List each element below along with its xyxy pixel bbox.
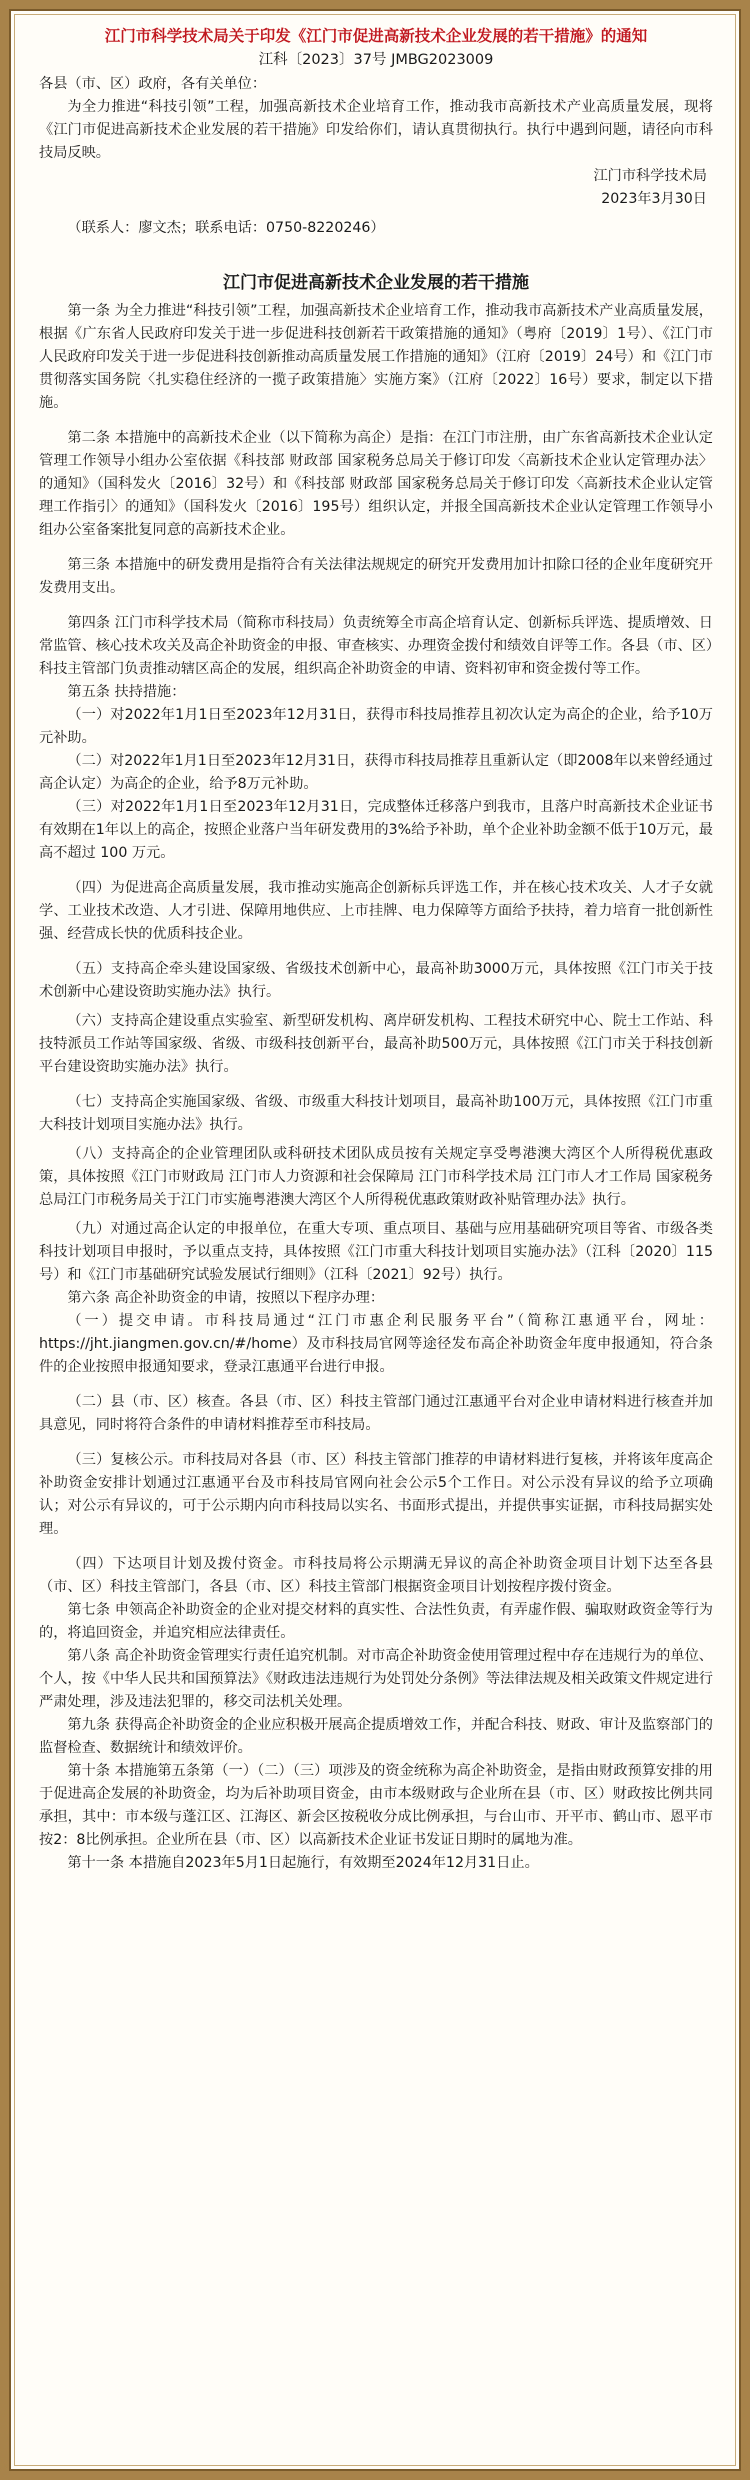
notice-body: 为全力推进“科技引领”工程，加强高新技术企业培育工作，推动我市高新技术产业高质量发展，现将《江门市促进高新技术企业发展的若干措施》印发给你们，请认真贯彻执行。执行中遇到问题，请径向市科技局反映。 xyxy=(39,99,713,161)
article-5-item-5: （五）支持高企牵头建设国家级、省级技术创新中心，最高补助3000万元，具体按照《江门市关于技术创新中心建设资助实施办法》执行。 xyxy=(39,961,713,1000)
article-6-item-4: （四）下达项目计划及拨付资金。市科技局将公示期满无异议的高企补助资金项目计划下达至各县（市、区）科技主管部门，各县（市、区）科技主管部门根据资金项目计划按程序拨付资金。 xyxy=(39,1556,713,1595)
article-11: 第十一条 本措施自2023年5月1日起施行，有效期至2024年12月31日止。 xyxy=(67,1855,539,1871)
article-5-item-4: （四）为促进高企高质量发展，我市推动实施高企创新标兵评选工作，并在核心技术攻关、人才子女就学、工业技术改造、人才引进、保障用地供应、上市挂牌、电力保障等方面给予扶持，着力培育一批创新性强、经营成长快的优质科技企业。 xyxy=(39,880,713,942)
article-5: 第五条 扶持措施： xyxy=(67,684,186,700)
article-5-item-2: （二）对2022年1月1日至2023年12月31日，获得市科技局推荐且重新认定（即2008年以来曾经通过高企认定）为高企的企业，给予8万元补助。 xyxy=(39,753,713,792)
article-5-item-3: （三）对2022年1月1日至2023年12月31日，完成整体迁移落户到我市，且落户时高新技术企业证书有效期在1年以上的高企，按照企业落户当年研发费用的3%给予补助，单个企业补助金额不低于10万元，最高不超过 100 万元。 xyxy=(39,799,713,861)
article-5-item-8: （八）支持高企的企业管理团队或科研技术团队成员按有关规定享受粤港澳大湾区个人所得税优惠政策，具体按照《江门市财政局 江门市人力资源和社会保障局 江门市科学技术局 江门市人才工作局 国家税务总局江门市税务局关于江门市实施粤港澳大湾区个人所得税优惠政策财政补贴管理办法》执行。 xyxy=(39,1146,713,1208)
article-9: 第九条 获得高企补助资金的企业应积极开展高企提质增效工作，并配合科技、财政、审计及监察部门的监督检查、数据统计和绩效评价。 xyxy=(39,1717,713,1756)
article-2: 第二条 本措施中的高新技术企业（以下简称为高企）是指：在江门市注册，由广东省高新技术企业认定管理工作领导小组办公室依据《科技部 财政部 国家税务总局关于修订印发〈高新技术企业认定管理办法〉的通知》（国科发火〔2016〕32号）和《科技部 财政部 国家税务总局关于修订印发〈高新技术企业认定管理工作指引〉的通知》（国科发火〔2016〕195号）组织认定，并报全国高新技术企业认定管理工作领导小组办公室备案批复同意的高新技术企业。 xyxy=(39,430,713,538)
document-body xyxy=(39,25,713,1875)
article-3: 第三条 本措施中的研发费用是指符合有关法律法规规定的研究开发费用加计扣除口径的企业年度研究开发费用支出。 xyxy=(39,557,713,596)
article-10: 第十条 本措施第五条第（一）（二）（三）项涉及的资金统称为高企补助资金，是指由财政预算安排的用于促进高企发展的补助资金，均为后补助项目资金，由市本级财政与企业所在县（市、区）财政按比例共同承担，其中：市本级与蓬江区、江海区、新会区按税收分成比例承担，与台山市、开平市、鹤山市、恩平市按2：8比例承担。企业所在县（市、区）以高新技术企业证书发证日期时的属地为准。 xyxy=(39,1763,713,1848)
salutation: 各县（市、区）政府，各有关单位： xyxy=(39,76,267,92)
article-8: 第八条 高企补助资金管理实行责任追究机制。对市高企补助资金使用管理过程中存在违规行为的单位、个人，按《中华人民共和国预算法》《财政违法违规行为处罚处分条例》等法律法规及相关政策文件规定进行严肃处理，涉及违法犯罪的，移交司法机关处理。 xyxy=(39,1648,713,1710)
measures-title: 江门市促进高新技术企业发展的若干措施 xyxy=(223,273,529,293)
article-5-item-1: （一）对2022年1月1日至2023年12月31日，获得市科技局推荐且初次认定为高企的企业，给予10万元补助。 xyxy=(39,707,713,746)
article-5-item-9: （九）对通过高企认定的申报单位，在重大专项、重点项目、基础与应用基础研究项目等省、市级各类科技计划项目申报时，予以重点支持，具体按照《江门市重大科技计划项目实施办法》（江科〔2020〕115号）和《江门市基础研究试验发展试行细则》（江科〔2021〕92号）执行。 xyxy=(39,1221,713,1283)
article-4: 第四条 江门市科学技术局（简称市科技局）负责统筹全市高企培育认定、创新标兵评选、提质增效、日常监管、核心技术攻关及高企补助资金的申报、审查核实、办理资金拨付和绩效自评等工作。各县（市、区）科技主管部门负责推动辖区高企的发展，组织高企补助资金的申请、资料初审和资金拨付等工作。 xyxy=(39,615,713,677)
article-6: 第六条 高企补助资金的申请，按照以下程序办理： xyxy=(67,1290,385,1306)
article-6-item-2: （二）县（市、区）核查。各县（市、区）科技主管部门通过江惠通平台对企业申请材料进行核查并加具意见，同时将符合条件的申请材料推荐至市科技局。 xyxy=(39,1394,713,1433)
issue-date: 2023年3月30日 xyxy=(601,191,707,207)
document-number: 江科〔2023〕37号 JMBG2023009 xyxy=(258,52,494,68)
document-frame xyxy=(9,9,741,2471)
article-7: 第七条 申领高企补助资金的企业对提交材料的真实性、合法性负责，有弄虚作假、骗取财政资金等行为的，将追回资金，并追究相应法律责任。 xyxy=(39,1602,713,1641)
article-6-item-1: （一）提交申请。市科技局通过“江门市惠企利民服务平台”（简称江惠通平台，网址：https://jht.jiangmen.gov.cn/#/home）及市科技局官网等途径发布高企补助资金年度申报通知，符合条件的企业按照申报通知要求，登录江惠通平台进行申报。 xyxy=(39,1313,713,1375)
article-5-item-6: （六）支持高企建设重点实验室、新型研发机构、离岸研发机构、工程技术研究中心、院士工作站、科技特派员工作站等国家级、省级、市级科技创新平台，最高补助500万元，具体按照《江门市关于科技创新平台建设资助实施办法》执行。 xyxy=(39,1013,713,1075)
article-1: 第一条 为全力推进“科技引领”工程，加强高新技术企业培育工作，推动我市高新技术产业高质量发展，根据《广东省人民政府印发关于进一步促进科技创新若干政策措施的通知》（粤府〔2019〕1号）、《江门市人民政府印发关于进一步促进科技创新推动高质量发展工作措施的通知》（江府〔2019〕24号）和《江门市贯彻落实国务院〈扎实稳住经济的一揽子政策措施〉实施方案》（江府〔2022〕16号）要求，制定以下措施。 xyxy=(39,303,713,411)
issuer: 江门市科学技术局 xyxy=(593,168,707,184)
article-5-item-7: （七）支持高企实施国家级、省级、市级重大科技计划项目，最高补助100万元，具体按照《江门市重大科技计划项目实施办法》执行。 xyxy=(39,1094,713,1133)
notice-title: 江门市科学技术局关于印发《江门市促进高新技术企业发展的若干措施》的通知 xyxy=(104,27,648,45)
contact-info: （联系人：廖文杰；联系电话：0750-8220246） xyxy=(67,220,385,236)
article-6-item-3: （三）复核公示。市科技局对各县（市、区）科技主管部门推荐的申请材料进行复核，并将该年度高企补助资金安排计划通过江惠通平台及市科技局官网向社会公示5个工作日。对公示没有异议的给予立项确认；对公示有异议的，可于公示期内向市科技局以实名、书面形式提出，并提供事实证据，市科技局据实处理。 xyxy=(39,1452,713,1537)
